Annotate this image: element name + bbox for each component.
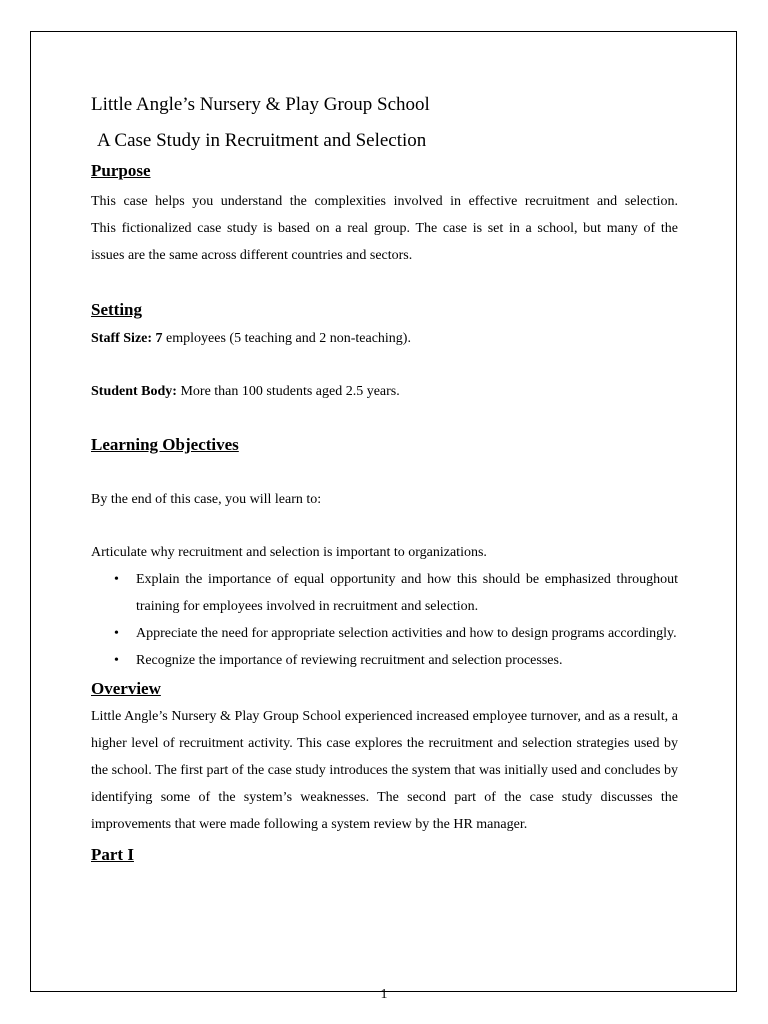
list-item-text: Explain the importance of equal opportunity and how this should be emphasized throughout training for employees involved in recruitment and selection. xyxy=(136,572,678,614)
student-body-label: Student Body: xyxy=(91,384,177,399)
list-item xyxy=(91,647,678,674)
learning-objectives-section xyxy=(91,434,678,674)
purpose-line-3: issues are the same across different countries and sectors. xyxy=(91,248,413,263)
list-item xyxy=(91,566,678,620)
purpose-line-2: This fictionalized case study is based on a real group. The case is set in a school, but many of the xyxy=(91,221,678,236)
bullet-icon: • xyxy=(114,653,119,668)
list-item-text: Appreciate the need for appropriate selection activities and how to design programs accordingly. xyxy=(136,626,677,641)
purpose-section xyxy=(91,160,678,269)
objectives-list xyxy=(91,566,678,674)
objectives-lead: Articulate why recruitment and selection is important to organizations. xyxy=(91,545,487,560)
document-title: Little Angle’s Nursery & Play Group School xyxy=(91,94,430,115)
staff-size-label: Staff Size: 7 xyxy=(91,331,163,346)
list-item xyxy=(91,620,678,647)
part-heading: Part I xyxy=(91,845,134,864)
staff-size-line xyxy=(91,325,678,352)
setting-heading: Setting xyxy=(91,300,142,319)
document-body xyxy=(91,92,678,866)
purpose-heading: Purpose xyxy=(91,161,151,180)
overview-section xyxy=(91,678,678,838)
bullet-icon: • xyxy=(114,572,119,587)
student-body-text: More than 100 students aged 2.5 years. xyxy=(176,384,400,399)
learning-objectives-heading: Learning Objectives xyxy=(91,435,239,454)
overview-text: Little Angle’s Nursery & Play Group School experienced increased employee turnover, and as a result, a higher level of recruitment activity. This case explores the recruitment and selection strategies used by the school. The first part of the case study introduces the system that was initially used and concludes by identifying some of the system’s weaknesses. The second part of the case study discusses the improvements that were made following a system review by the HR manager. xyxy=(91,709,678,832)
document-subtitle: A Case Study in Recruitment and Selection xyxy=(97,130,427,151)
staff-size-text: employees (5 teaching and 2 non-teaching). xyxy=(162,331,411,346)
student-body-line xyxy=(91,378,678,405)
overview-heading: Overview xyxy=(91,679,161,698)
purpose-line-1: This case helps you understand the complexities involved in effective recruitment and selection. xyxy=(91,194,678,209)
page-number: 1 xyxy=(380,987,388,1002)
list-item-text: Recognize the importance of reviewing recruitment and selection processes. xyxy=(136,653,563,668)
objectives-intro: By the end of this case, you will learn to: xyxy=(91,492,322,507)
setting-section xyxy=(91,299,678,405)
bullet-icon: • xyxy=(114,626,119,641)
